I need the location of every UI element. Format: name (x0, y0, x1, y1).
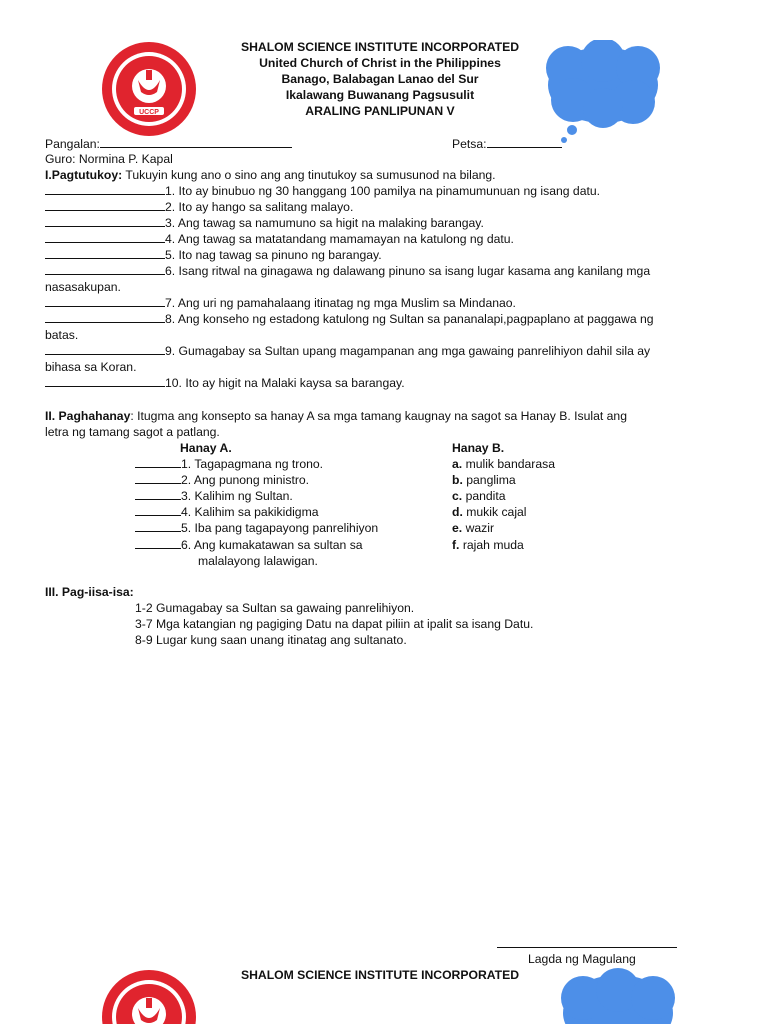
exam-title: Ikalawang Buwanang Pagsusulit (285, 88, 475, 102)
section2-instruction-cont: letra ng tamang sagot a patlang. (45, 425, 220, 439)
choice-item: b. panglima (452, 473, 516, 487)
section3-title: III. Pag-iisa-isa: (45, 585, 134, 599)
item-continuation: bihasa sa Koran. (45, 360, 137, 374)
name-blank[interactable] (100, 136, 292, 148)
list-item (45, 183, 600, 199)
section2-heading (45, 408, 627, 424)
answer-blank[interactable] (45, 231, 165, 243)
date-blank[interactable] (487, 136, 562, 148)
answer-blank[interactable] (45, 295, 165, 307)
match-item: 1. Tagapagmana ng trono. (135, 456, 323, 472)
school-logo-repeat (100, 968, 198, 1024)
enumeration-item: 8-9 Lugar kung saan unang itinatag ang sultanato. (135, 633, 407, 647)
choice-item: a. mulik bandarasa (452, 457, 555, 471)
signature-label: Lagda ng Magulang (528, 952, 636, 966)
answer-blank[interactable] (135, 488, 181, 500)
choice-item: f. rajah muda (452, 538, 524, 552)
address: Banago, Balabagan Lanao del Sur (281, 72, 479, 86)
answer-blank[interactable] (135, 537, 181, 549)
item-text: 1. Ito ay binubuo ng 30 hanggang 100 pamilya na pinamumunuan ng isang datu. (165, 184, 601, 198)
list-item (45, 231, 514, 247)
item-text: 4. Ang tawag sa matatandang mamamayan na katulong ng datu. (165, 232, 514, 246)
column-b-header: Hanay B. (452, 441, 505, 455)
list-item (45, 247, 382, 263)
match-item: 5. Iba pang tagapayong panrelihiyon (135, 520, 378, 536)
section2-instruction: : Itugma ang konsepto sa hanay A sa mga tamang kaugnay na sagot sa Hanay B. Isulat ang (130, 409, 627, 423)
item-text: 7. Ang uri ng pamahalaang itinatag ng mga Muslim sa Mindanao. (165, 296, 516, 310)
choice-item: d. mukik cajal (452, 505, 527, 519)
date-label: Petsa: (452, 137, 487, 151)
answer-blank[interactable] (45, 375, 165, 387)
item-text: 2. Ito ay hango sa salitang malayo. (165, 200, 354, 214)
column-a-header: Hanay A. (180, 441, 232, 455)
answer-blank[interactable] (45, 247, 165, 259)
date-field[interactable] (452, 136, 562, 152)
list-item (45, 311, 654, 327)
section1-title: I.Pagtutukoy: (45, 168, 123, 182)
name-field[interactable] (45, 136, 292, 152)
answer-blank[interactable] (45, 311, 165, 323)
list-item (45, 375, 405, 391)
item-continuation: nasasakupan. (45, 280, 121, 294)
answer-blank[interactable] (45, 343, 165, 355)
name-label: Pangalan: (45, 137, 100, 151)
item-text: 3. Ang tawag sa namumuno sa higit na malaking barangay. (165, 216, 484, 230)
answer-blank[interactable] (45, 215, 165, 227)
answer-blank[interactable] (45, 199, 165, 211)
subject-title: ARALING PANLIPUNAN V (305, 104, 455, 118)
section1-instruction: Tukuyin kung ano o sino ang ang tinutukoy sa sumusunod na bilang. (125, 168, 496, 182)
section2-title: II. Paghahanay (45, 409, 131, 423)
list-item (45, 295, 516, 311)
match-item: 4. Kalihim sa pakikidigma (135, 504, 319, 520)
list-item (45, 215, 484, 231)
answer-blank[interactable] (45, 263, 165, 275)
school-name-repeat: SHALOM SCIENCE INSTITUTE INCORPORATED (240, 968, 520, 982)
choice-item: e. wazir (452, 521, 495, 535)
match-item-continuation: malalayong lalawigan. (198, 554, 318, 568)
item-text: 6. Isang ritwal na ginagawa ng dalawang pinuno sa isang lugar kasama ang kanilang mga (165, 264, 651, 278)
list-item (45, 263, 650, 279)
item-continuation: batas. (45, 328, 79, 342)
teacher-name: Guro: Normina P. Kapal (45, 152, 173, 166)
church-name: United Church of Christ in the Philippines (259, 56, 501, 70)
item-text: 10. Ito ay higit na Malaki kaysa sa barangay. (165, 376, 405, 390)
match-item: 6. Ang kumakatawan sa sultan sa (135, 537, 363, 553)
section1-heading (45, 167, 496, 183)
list-item (45, 199, 353, 215)
enumeration-item: 3-7 Mga katangian ng pagiging Datu na dapat piliin at ipalit sa isang Datu. (135, 617, 534, 631)
item-text: 8. Ang konseho ng estadong katulong ng Sultan sa pananalapi,pagpaplano at paggawa ng (165, 312, 654, 326)
cloud-shape-repeat (548, 968, 688, 1024)
answer-blank[interactable] (135, 504, 181, 516)
match-item: 3. Kalihim ng Sultan. (135, 488, 293, 504)
enumeration-item: 1-2 Gumagabay sa Sultan sa gawaing panrelihiyon. (135, 601, 415, 615)
answer-blank[interactable] (135, 472, 181, 484)
answer-blank[interactable] (135, 456, 181, 468)
item-text: 9. Gumagabay sa Sultan upang magampanan ang mga gawaing panrelihiyon dahil sila ay (165, 344, 651, 358)
logo-uccp-text: UCCP (139, 109, 159, 116)
signature-line[interactable] (497, 947, 677, 948)
match-item: 2. Ang punong ministro. (135, 472, 309, 488)
list-item (45, 343, 650, 359)
item-text: 5. Ito nag tawag sa pinuno ng barangay. (165, 248, 382, 262)
answer-blank[interactable] (135, 520, 181, 532)
school-name: SHALOM SCIENCE INSTITUTE INCORPORATED (240, 40, 520, 54)
answer-blank[interactable] (45, 183, 165, 195)
choice-item: c. pandita (452, 489, 506, 503)
